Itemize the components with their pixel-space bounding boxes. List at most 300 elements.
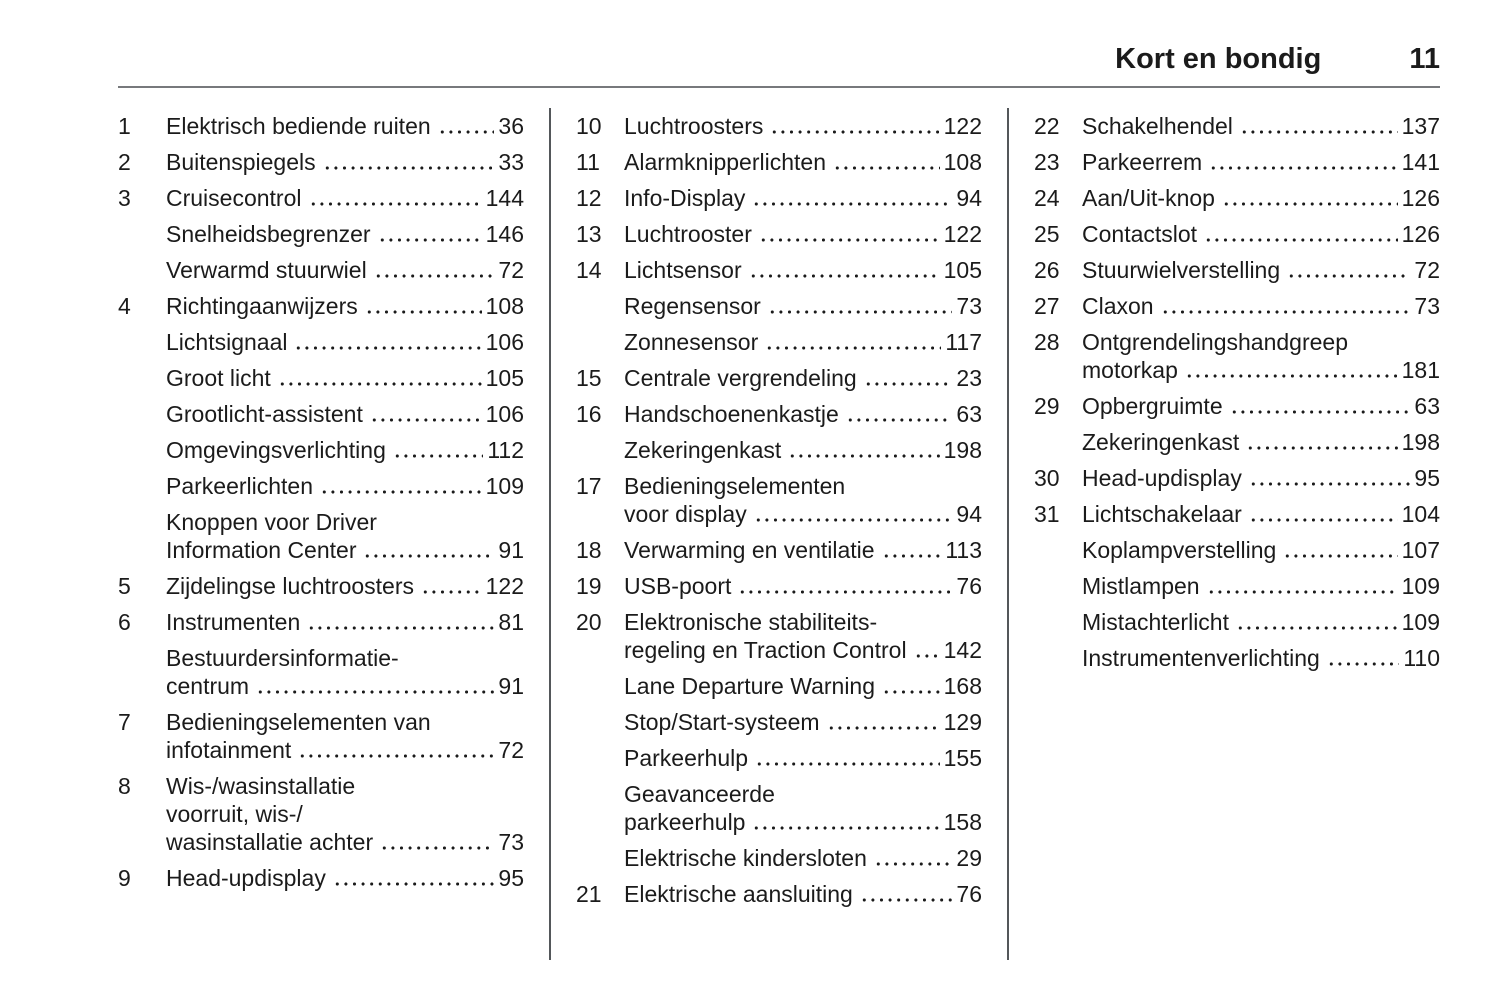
leader-dots <box>914 654 940 658</box>
leader-dots <box>752 826 939 830</box>
entry-body <box>1082 148 1440 176</box>
leader-dots <box>846 418 953 422</box>
entry-last-line <box>624 184 982 212</box>
toc-entry <box>576 256 982 284</box>
entry-label: Lichtschakelaar <box>1082 500 1242 527</box>
column-divider <box>1007 108 1009 960</box>
entry-last-line <box>166 828 524 856</box>
entry-body <box>166 772 524 856</box>
toc-entry <box>576 880 982 908</box>
leader-dots <box>759 238 940 242</box>
entry-page-number: 126 <box>1401 220 1440 247</box>
entry-last-line <box>624 436 982 464</box>
entry-label: Handschoenenkastje <box>624 400 839 427</box>
toc-entry <box>1034 608 1440 636</box>
toc-entry <box>576 328 982 356</box>
toc-entry <box>1034 292 1440 320</box>
entry-page-number: 129 <box>943 708 982 735</box>
entry-number: 5 <box>118 572 131 599</box>
entry-number <box>576 744 624 772</box>
entry-last-line <box>1082 608 1440 636</box>
entry-label: Elektrische kindersloten <box>624 844 867 871</box>
entry-page-number: 108 <box>485 292 524 319</box>
entry-label: Elektrisch bediende ruiten <box>166 112 431 139</box>
entry-body <box>1082 500 1440 528</box>
entry-label: Head-updisplay <box>1082 464 1242 491</box>
entry-body <box>624 400 982 428</box>
entry-last-line <box>624 672 982 700</box>
entry-last-line <box>1082 184 1440 212</box>
entry-page-number: 94 <box>956 500 982 527</box>
entry-body <box>624 292 982 320</box>
entry-body <box>1082 392 1440 420</box>
entry-label: Stop/Start-systeem <box>624 708 820 735</box>
entry-label: parkeerhulp <box>624 808 746 835</box>
entry-last-line <box>624 744 982 772</box>
entry-body <box>166 328 524 356</box>
toc-entry <box>1034 572 1440 600</box>
toc-entry <box>1034 428 1440 456</box>
entry-label: Buitenspiegels <box>166 148 316 175</box>
entry-number: 15 <box>576 364 602 391</box>
entry-page-number: 29 <box>956 844 982 871</box>
entry-number: 9 <box>118 864 131 891</box>
entry-label-line: Geavanceerde <box>624 780 775 807</box>
entry-page-number: 106 <box>485 400 524 427</box>
leader-dots <box>1287 274 1410 278</box>
leader-dots <box>1161 310 1411 314</box>
entry-body <box>624 148 982 176</box>
entry-body <box>166 184 524 212</box>
entry-page-number: 94 <box>956 184 982 211</box>
toc-entry <box>1034 148 1440 176</box>
entry-label: Zijdelingse luchtroosters <box>166 572 415 599</box>
entry-number: 24 <box>1034 184 1060 211</box>
toc-entry <box>1034 220 1440 248</box>
entry-label: Alarmknipperlichten <box>624 148 826 175</box>
page-number: 11 <box>1409 43 1440 75</box>
toc-entry <box>118 508 524 564</box>
entry-label: Zekeringenkast <box>1082 428 1240 455</box>
entry-last-line <box>166 112 524 140</box>
entry-last-line <box>624 844 982 872</box>
toc-entry <box>576 400 982 428</box>
toc-entry <box>576 672 982 700</box>
toc-entry <box>576 780 982 836</box>
leader-dots <box>1327 662 1400 666</box>
entry-body <box>1082 572 1440 600</box>
entry-label: Mistachterlicht <box>1082 608 1229 635</box>
entry-number <box>576 844 624 872</box>
entry-label: Contactslot <box>1082 220 1198 247</box>
entry-last-line <box>624 808 982 836</box>
entry-number <box>118 256 166 284</box>
toc-entry <box>1034 464 1440 492</box>
toc-entry <box>118 256 524 284</box>
entry-body <box>166 472 524 500</box>
entry-page-number: 168 <box>943 672 982 699</box>
entry-page-number: 76 <box>956 572 982 599</box>
entry-page-number: 108 <box>943 148 982 175</box>
entry-number: 29 <box>1034 392 1060 419</box>
entry-number: 3 <box>118 184 131 211</box>
leader-dots <box>874 862 953 866</box>
entry-body <box>166 292 524 320</box>
entry-page-number: 33 <box>498 148 524 175</box>
leader-dots <box>298 754 494 758</box>
entry-number <box>576 708 624 736</box>
entry-body <box>166 436 524 464</box>
entry-page-number: 113 <box>945 536 982 563</box>
leader-dots <box>1236 626 1398 630</box>
entry-last-line <box>1082 256 1440 284</box>
entry-label: Info-Display <box>624 184 746 211</box>
entry-last-line <box>624 500 982 528</box>
entry-body <box>624 536 982 564</box>
entry-label: Mistlampen <box>1082 572 1200 599</box>
entry-last-line <box>624 400 982 428</box>
entry-page-number: 63 <box>1414 392 1440 419</box>
entry-last-line <box>166 328 524 356</box>
entry-body <box>624 844 982 872</box>
leader-dots <box>1222 202 1398 206</box>
leader-dots <box>307 626 494 630</box>
entry-number: 13 <box>576 220 602 247</box>
entry-label-line: Bestuurdersinformatie- <box>166 644 399 671</box>
entry-label: Parkeerhulp <box>624 744 749 771</box>
leader-dots <box>765 346 941 350</box>
entry-page-number: 91 <box>498 536 524 563</box>
entry-last-line <box>624 292 982 320</box>
entry-last-line <box>1082 148 1440 176</box>
entry-page-number: 126 <box>1401 184 1440 211</box>
entry-body <box>166 864 524 892</box>
entry-number <box>118 220 166 248</box>
entry-page-number: 73 <box>956 292 982 319</box>
header-row <box>118 44 1440 76</box>
entry-label: voor display <box>624 500 747 527</box>
entry-label: USB-poort <box>624 572 732 599</box>
entry-number <box>1034 428 1082 456</box>
entry-label: Groot licht <box>166 364 271 391</box>
leader-dots <box>1249 482 1411 486</box>
entry-body <box>624 608 982 664</box>
entry-body <box>1082 328 1440 384</box>
toc-entry <box>1034 328 1440 384</box>
entry-label: Schakelhendel <box>1082 112 1233 139</box>
entry-label: Regensensor <box>624 292 761 319</box>
leader-dots <box>749 274 940 278</box>
toc-entry <box>1034 112 1440 140</box>
entry-label: Opbergruimte <box>1082 392 1223 419</box>
entry-last-line <box>166 536 524 564</box>
entry-last-line <box>166 220 524 248</box>
leader-dots <box>754 518 953 522</box>
entry-number: 28 <box>1034 328 1060 355</box>
entry-page-number: 122 <box>943 220 982 247</box>
entry-label: Luchtroosters <box>624 112 764 139</box>
entry-last-line <box>624 112 982 140</box>
entry-page-number: 73 <box>498 828 524 855</box>
entry-number <box>576 436 624 464</box>
column-divider <box>549 108 551 960</box>
entry-last-line <box>1082 428 1440 456</box>
leader-dots <box>380 846 494 850</box>
entry-label: regeling en Traction Control <box>624 636 907 663</box>
toc-entry <box>576 148 982 176</box>
toc-entry <box>118 644 524 700</box>
leader-dots <box>864 382 953 386</box>
toc-entry <box>118 112 524 140</box>
leader-dots <box>770 130 939 134</box>
entry-number: 4 <box>118 292 131 319</box>
leader-dots <box>374 274 495 278</box>
entry-body <box>624 112 982 140</box>
leader-dots <box>738 590 952 594</box>
header-rule <box>118 86 1440 88</box>
entry-page-number: 112 <box>487 436 524 463</box>
entry-label: Instrumenten <box>166 608 301 635</box>
entry-last-line <box>1082 292 1440 320</box>
entry-number: 18 <box>576 536 602 563</box>
toc-entry <box>576 844 982 872</box>
entry-body <box>1082 112 1440 140</box>
entry-number <box>576 780 624 836</box>
entry-number: 23 <box>1034 148 1060 175</box>
entry-number: 20 <box>576 608 602 635</box>
toc-column-1 <box>118 112 524 900</box>
entry-page-number: 109 <box>1401 572 1440 599</box>
entry-number <box>118 644 166 700</box>
entry-label: Snelheidsbegrenzer <box>166 220 371 247</box>
entry-page-number: 72 <box>1414 256 1440 283</box>
entry-label: Lichtsignaal <box>166 328 288 355</box>
toc-entry <box>118 184 524 212</box>
entry-body <box>1082 428 1440 456</box>
entry-number <box>1034 608 1082 636</box>
entry-body <box>166 256 524 284</box>
entry-body <box>166 400 524 428</box>
entry-body <box>624 364 982 392</box>
toc-entry <box>576 184 982 212</box>
entry-page-number: 122 <box>943 112 982 139</box>
toc-entry <box>576 708 982 736</box>
entry-label: wasinstallatie achter <box>166 828 374 855</box>
entry-body <box>1082 644 1440 672</box>
entry-page-number: 72 <box>498 736 524 763</box>
entry-number: 17 <box>576 472 602 499</box>
entry-label: Centrale vergrendeling <box>624 364 857 391</box>
entry-last-line <box>1082 572 1440 600</box>
entry-label: Parkeerlichten <box>166 472 314 499</box>
entry-label: Zonnesensor <box>624 328 759 355</box>
entry-page-number: 23 <box>956 364 982 391</box>
toc-entry <box>118 400 524 428</box>
toc-entry <box>118 772 524 856</box>
entry-label: Information Center <box>166 536 357 563</box>
entry-body <box>624 184 982 212</box>
entry-label: Parkeerrem <box>1082 148 1203 175</box>
leader-dots <box>421 590 482 594</box>
entry-last-line <box>1082 392 1440 420</box>
entry-page-number: 144 <box>485 184 524 211</box>
entry-number <box>1034 644 1082 672</box>
entry-number <box>118 436 166 464</box>
entry-label: infotainment <box>166 736 292 763</box>
entry-body <box>166 572 524 600</box>
entry-body <box>624 220 982 248</box>
toc-entry <box>118 364 524 392</box>
entry-body <box>166 508 524 564</box>
entry-number: 31 <box>1034 500 1060 527</box>
toc-entry <box>576 436 982 464</box>
leader-dots <box>333 882 495 886</box>
toc-entry <box>576 292 982 320</box>
entry-number: 11 <box>576 148 600 175</box>
entry-label: centrum <box>166 672 250 699</box>
entry-label: Verwarmd stuurwiel <box>166 256 367 283</box>
entry-number: 30 <box>1034 464 1060 491</box>
entry-label: Luchtrooster <box>624 220 752 247</box>
entry-body <box>166 112 524 140</box>
entry-body <box>1082 464 1440 492</box>
entry-body <box>166 608 524 636</box>
chapter-title: Kort en bondig <box>1115 43 1322 75</box>
leader-dots <box>278 382 482 386</box>
toc-entry <box>118 864 524 892</box>
entry-body <box>624 572 982 600</box>
toc-entry <box>576 536 982 564</box>
toc-entry <box>118 328 524 356</box>
entry-number <box>118 364 166 392</box>
entry-label: Grootlicht-assistent <box>166 400 363 427</box>
entry-page-number: 158 <box>943 808 982 835</box>
entry-last-line <box>1082 356 1440 384</box>
entry-last-line <box>166 400 524 428</box>
leader-dots <box>378 238 482 242</box>
entry-last-line <box>624 636 982 664</box>
entry-page-number: 81 <box>498 608 524 635</box>
entry-number <box>576 672 624 700</box>
entry-last-line <box>166 608 524 636</box>
entry-page-number: 142 <box>943 636 982 663</box>
entry-number: 21 <box>576 880 602 907</box>
toc-columns <box>118 112 1440 960</box>
entry-number: 22 <box>1034 112 1060 139</box>
entry-body <box>166 644 524 700</box>
leader-dots <box>1249 518 1398 522</box>
entry-last-line <box>1082 536 1440 564</box>
toc-entry <box>118 220 524 248</box>
toc-entry <box>118 708 524 764</box>
entry-page-number: 63 <box>956 400 982 427</box>
toc-entry <box>576 220 982 248</box>
entry-last-line <box>624 880 982 908</box>
entry-last-line <box>1082 112 1440 140</box>
entry-number <box>576 292 624 320</box>
entry-number <box>1034 572 1082 600</box>
leader-dots <box>833 166 940 170</box>
entry-label-line: Bedieningselementen <box>624 472 846 499</box>
entry-number: 8 <box>118 772 131 799</box>
entry-body <box>1082 536 1440 564</box>
entry-number: 12 <box>576 184 602 211</box>
leader-dots <box>294 346 481 350</box>
entry-label: Lichtsensor <box>624 256 742 283</box>
entry-label: Omgevingsverlichting <box>166 436 386 463</box>
toc-entry <box>1034 644 1440 672</box>
entry-last-line <box>624 220 982 248</box>
entry-page-number: 155 <box>943 744 982 771</box>
entry-number: 7 <box>118 708 131 735</box>
entry-body <box>1082 256 1440 284</box>
entry-body <box>624 328 982 356</box>
leader-dots <box>882 554 942 558</box>
entry-number: 6 <box>118 608 131 635</box>
entry-body <box>1082 608 1440 636</box>
entry-label-line: Wis-/wasinstallatie <box>166 772 356 799</box>
entry-body <box>166 708 524 764</box>
entry-last-line <box>624 364 982 392</box>
entry-label-line: Elektronische stabiliteits- <box>624 608 878 635</box>
entry-page-number: 109 <box>485 472 524 499</box>
entry-label-line: Bedieningselementen van <box>166 708 431 735</box>
entry-page-number: 95 <box>1414 464 1440 491</box>
entry-page-number: 73 <box>1414 292 1440 319</box>
toc-entry <box>118 472 524 500</box>
toc-entry <box>118 148 524 176</box>
entry-last-line <box>166 184 524 212</box>
entry-label: Cruisecontrol <box>166 184 302 211</box>
entry-number <box>118 472 166 500</box>
entry-page-number: 104 <box>1401 500 1440 527</box>
toc-entry <box>118 292 524 320</box>
entry-body <box>624 256 982 284</box>
entry-body <box>624 744 982 772</box>
toc-entry <box>118 436 524 464</box>
entry-page-number: 137 <box>1401 112 1440 139</box>
entry-last-line <box>166 864 524 892</box>
leader-dots <box>323 166 495 170</box>
leader-dots <box>365 310 482 314</box>
entry-number: 27 <box>1034 292 1060 319</box>
toc-entry <box>1034 536 1440 564</box>
entry-last-line <box>624 256 982 284</box>
entry-page-number: 109 <box>1401 608 1440 635</box>
leader-dots <box>363 554 494 558</box>
leader-dots <box>438 130 495 134</box>
leader-dots <box>1240 130 1398 134</box>
entry-page-number: 117 <box>945 328 982 355</box>
entry-body <box>624 780 982 836</box>
leader-dots <box>1204 238 1398 242</box>
entry-last-line <box>624 328 982 356</box>
entry-last-line <box>166 436 524 464</box>
entry-page-number: 91 <box>498 672 524 699</box>
entry-last-line <box>1082 220 1440 248</box>
entry-body <box>624 436 982 464</box>
toc-entry <box>118 608 524 636</box>
leader-dots <box>882 690 940 694</box>
leader-dots <box>755 762 940 766</box>
entry-label-line: voorruit, wis-/ <box>166 800 303 827</box>
entry-last-line <box>166 736 524 764</box>
toc-entry <box>1034 184 1440 212</box>
entry-page-number: 106 <box>485 328 524 355</box>
leader-dots <box>1283 554 1397 558</box>
leader-dots <box>393 454 483 458</box>
leader-dots <box>860 898 953 902</box>
